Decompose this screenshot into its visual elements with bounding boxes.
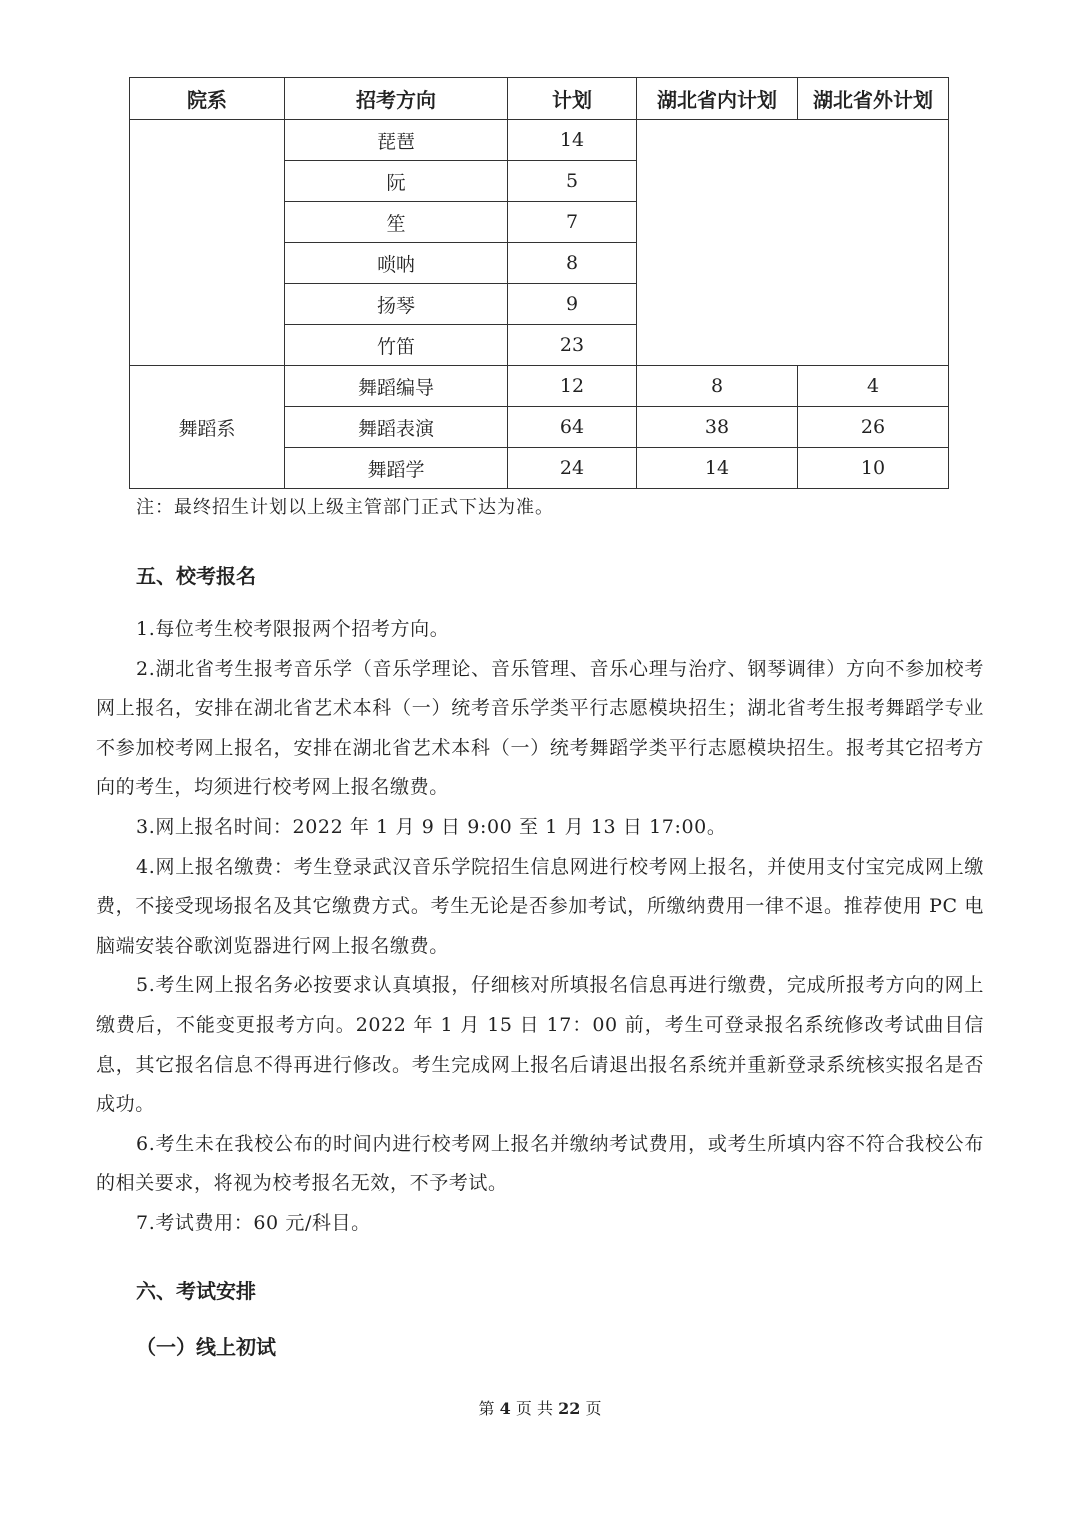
- plan-cell: 14: [508, 120, 637, 161]
- paragraph-item: 2.湖北省考生报考音乐学（音乐学理论、音乐管理、音乐心理与治疗、钢琴调律）方向不参加校考网上报名，安排在湖北省艺术本科（一）统考音乐学类平行志愿模块招生；湖北省考生报考舞蹈学专业不参加校考网上报名，安排在湖北省艺术本科（一）统考舞蹈学类平行志愿模块招生。报考其它招考方向的考生，均须进行校考网上报名缴费。: [96, 657, 984, 799]
- merged-empty-cell: [637, 120, 949, 366]
- table-row: [130, 120, 949, 161]
- plan-cell: 7: [508, 202, 637, 243]
- department-cell-dance: 舞蹈系: [130, 366, 285, 489]
- plan-cell: 8: [508, 243, 637, 284]
- out-province-cell: 26: [798, 407, 949, 448]
- footer-suffix: 页: [585, 1399, 602, 1418]
- plan-cell: 64: [508, 407, 637, 448]
- paragraph-item: 3.网上报名时间：2022 年 1 月 9 日 9:00 至 1 月 13 日 17:00。: [136, 815, 727, 838]
- in-province-cell: 8: [637, 366, 798, 407]
- section-6-title: 六、考试安排: [136, 1279, 256, 1303]
- paragraph-item: 4.网上报名缴费：考生登录武汉音乐学院招生信息网进行校考网上报名，并使用支付宝完成网上缴费，不接受现场报名及其它缴费方式。考生无论是否参加考试，所缴纳费用一律不退。推荐使用 PC 电脑端安装谷歌浏览器进行网上报名缴费。: [96, 855, 984, 957]
- header-department: 院系: [130, 78, 285, 120]
- header-direction: 招考方向: [285, 78, 508, 120]
- section-5-body: [96, 610, 984, 1244]
- out-province-cell: 10: [798, 448, 949, 489]
- out-province-cell: 4: [798, 366, 949, 407]
- footer-total-pages: 22: [558, 1399, 581, 1418]
- section-6-sub-1: （一）线上初试: [136, 1335, 276, 1359]
- paragraph-item: 5.考生网上报名务必按要求认真填报，仔细核对所填报名信息再进行缴费，完成所报考方向的网上缴费后，不能变更报考方向。2022 年 1 月 15 日 17：00 前，考生可登录报名系统修改考试曲目信息，其它报名信息不得再进行修改。考生完成网上报名后请退出报名系统并重新登录系统核实报名是否成功。: [96, 974, 984, 1116]
- plan-cell: 23: [508, 325, 637, 366]
- plan-cell: 12: [508, 366, 637, 407]
- direction-cell: 舞蹈编导: [285, 366, 508, 407]
- header-in-province: 湖北省内计划: [637, 78, 798, 120]
- page-footer: [0, 1396, 1080, 1419]
- table-row: [130, 366, 949, 407]
- table-header-row: [130, 78, 949, 120]
- direction-cell: 竹笛: [285, 325, 508, 366]
- direction-cell: 阮: [285, 161, 508, 202]
- direction-cell: 笙: [285, 202, 508, 243]
- direction-cell: 舞蹈表演: [285, 407, 508, 448]
- paragraph-item: 7.考试费用：60 元/科目。: [136, 1211, 371, 1234]
- direction-cell: 扬琴: [285, 284, 508, 325]
- footer-page-number: 4: [499, 1399, 511, 1418]
- footer-prefix: 第: [478, 1399, 495, 1418]
- section-5-title: 五、校考报名: [136, 564, 256, 588]
- in-province-cell: 38: [637, 407, 798, 448]
- header-out-province: 湖北省外计划: [798, 78, 949, 120]
- header-plan: 计划: [508, 78, 637, 120]
- direction-cell: 唢呐: [285, 243, 508, 284]
- table-note: 注：最终招生计划以上级主管部门正式下达为准。: [136, 497, 554, 518]
- department-cell-empty: [130, 120, 285, 366]
- in-province-cell: 14: [637, 448, 798, 489]
- footer-mid: 页 共: [515, 1399, 553, 1418]
- direction-cell: 舞蹈学: [285, 448, 508, 489]
- enrollment-plan-table: [129, 77, 949, 489]
- plan-cell: 24: [508, 448, 637, 489]
- plan-cell: 5: [508, 161, 637, 202]
- plan-cell: 9: [508, 284, 637, 325]
- paragraph-item: 1.每位考生校考限报两个招考方向。: [136, 618, 450, 640]
- direction-cell: 琵琶: [285, 120, 508, 161]
- paragraph-item: 6.考生未在我校公布的时间内进行校考网上报名并缴纳考试费用，或考生所填内容不符合我校公布的相关要求，将视为校考报名无效，不予考试。: [96, 1132, 984, 1195]
